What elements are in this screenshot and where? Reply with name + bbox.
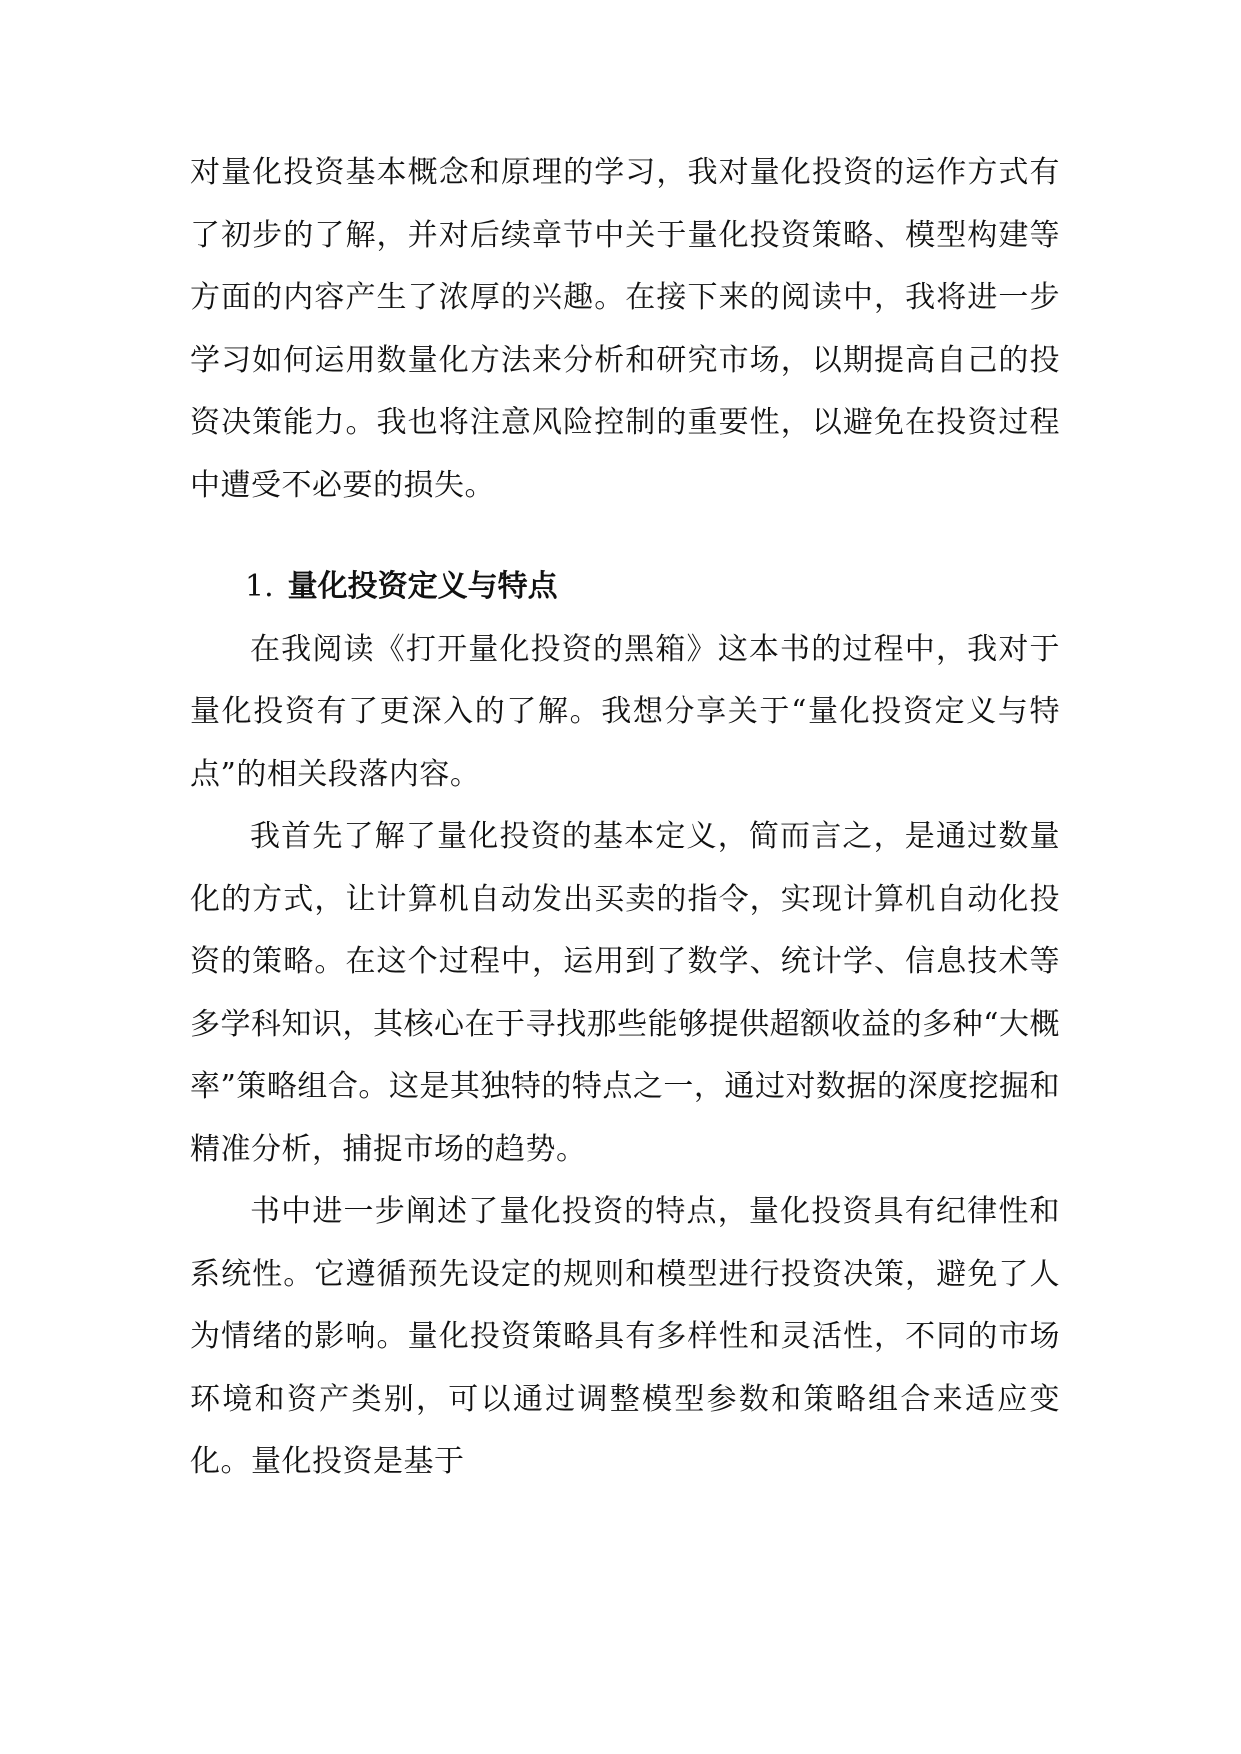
paragraph-characteristics: 书中进一步阐述了量化投资的特点，量化投资具有纪律性和系统性。它遵循预先设定的规则和模型进行投资决策，避免了人为情绪的影响。量化投资策略具有多样性和灵活性，不同的市场环境和资产类别，可以通过调整模型参数和策略组合来适应变化。量化投资是基于 <box>190 1194 1060 1479</box>
document-body <box>190 142 1060 1494</box>
section-title: 量化投资定义与特点 <box>287 569 558 604</box>
section-number: 1. <box>245 569 274 604</box>
section-heading <box>190 556 1060 619</box>
paragraph-reading-intro: 在我阅读《打开量化投资的黑箱》这本书的过程中，我对于量化投资有了更深入的了解。我想分享关于“量化投资定义与特点”的相关段落内容。 <box>190 631 1060 792</box>
paragraph-intro-continuation: 对量化投资基本概念和原理的学习，我对量化投资的运作方式有了初步的了解，并对后续章节中关于量化投资策略、模型构建等方面的内容产生了浓厚的兴趣。在接下来的阅读中，我将进一步学习如何运用数量化方法来分析和研究市场，以期提高自己的投资决策能力。我也将注意风险控制的重要性，以避免在投资过程中遭受不必要的损失。 <box>190 155 1060 503</box>
paragraph-definition: 我首先了解了量化投资的基本定义，简而言之，是通过数量化的方式，让计算机自动发出买卖的指令，实现计算机自动化投资的策略。在这个过程中，运用到了数学、统计学、信息技术等多学科知识，其核心在于寻找那些能够提供超额收益的多种“大概率”策略组合。这是其独特的特点之一，通过对数据的深度挖掘和精准分析，捕捉市场的趋势。 <box>190 819 1060 1167</box>
